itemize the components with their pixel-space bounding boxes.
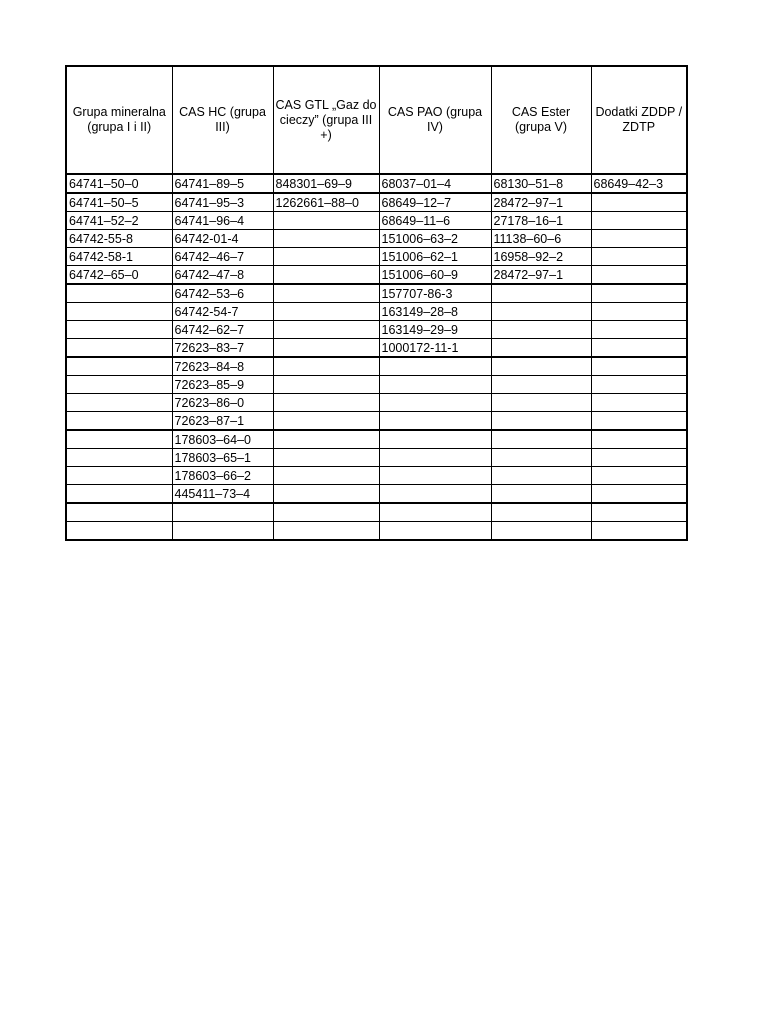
cell-cas-gtl: [273, 467, 379, 485]
cell-cas-gtl: [273, 284, 379, 303]
cell-mineral-group: [66, 339, 172, 358]
cell-cas-hc: 64742–46–7: [172, 248, 273, 266]
cas-number-table: [65, 65, 688, 541]
table-row: [66, 339, 687, 358]
cell-cas-pao: [379, 485, 491, 504]
cell-mineral-group: 64742–65–0: [66, 266, 172, 285]
cell-additives: [591, 376, 687, 394]
cell-cas-pao: [379, 503, 491, 522]
cell-mineral-group: [66, 449, 172, 467]
cell-cas-ester: [491, 394, 591, 412]
cell-cas-hc: 64741–89–5: [172, 174, 273, 193]
cell-mineral-group: 64741–52–2: [66, 212, 172, 230]
table-row: [66, 266, 687, 285]
cell-cas-hc: [172, 503, 273, 522]
cell-additives: [591, 284, 687, 303]
table-row: [66, 449, 687, 467]
cell-mineral-group: [66, 503, 172, 522]
cell-cas-gtl: 1262661–88–0: [273, 193, 379, 212]
cell-cas-pao: 157707-86-3: [379, 284, 491, 303]
cell-cas-hc: 64742-01-4: [172, 230, 273, 248]
header-cas-gtl: CAS GTL „Gaz do cieczy” (grupa III +): [273, 66, 379, 174]
cell-cas-gtl: [273, 321, 379, 339]
cell-cas-hc: 64742–47–8: [172, 266, 273, 285]
cell-cas-hc: 64742-54-7: [172, 303, 273, 321]
cell-cas-hc: 72623–86–0: [172, 394, 273, 412]
table-header-row: [66, 66, 687, 174]
header-additives: Dodatki ZDDP / ZDTP: [591, 66, 687, 174]
table-row: [66, 485, 687, 504]
cell-cas-gtl: [273, 412, 379, 431]
cell-cas-ester: [491, 339, 591, 358]
cell-cas-pao: [379, 430, 491, 449]
table-row: [66, 503, 687, 522]
cell-mineral-group: 64741–50–5: [66, 193, 172, 212]
cell-cas-ester: [491, 485, 591, 504]
cell-additives: [591, 321, 687, 339]
cell-mineral-group: [66, 376, 172, 394]
cell-additives: [591, 522, 687, 541]
cell-cas-hc: 72623–85–9: [172, 376, 273, 394]
cell-cas-gtl: [273, 212, 379, 230]
cell-additives: [591, 357, 687, 376]
cell-additives: [591, 212, 687, 230]
cell-mineral-group: [66, 284, 172, 303]
header-cas-hc: CAS HC (grupa III): [172, 66, 273, 174]
table-row: [66, 522, 687, 541]
cell-additives: [591, 248, 687, 266]
cell-cas-gtl: [273, 376, 379, 394]
cell-cas-gtl: 848301–69–9: [273, 174, 379, 193]
cell-mineral-group: [66, 357, 172, 376]
cell-cas-gtl: [273, 357, 379, 376]
cell-cas-gtl: [273, 266, 379, 285]
table-row: [66, 357, 687, 376]
cell-cas-ester: 28472–97–1: [491, 193, 591, 212]
table-row: [66, 212, 687, 230]
cell-cas-hc: 64741–95–3: [172, 193, 273, 212]
cell-cas-ester: 16958–92–2: [491, 248, 591, 266]
cell-additives: [591, 467, 687, 485]
cell-mineral-group: [66, 485, 172, 504]
cell-cas-pao: 68037–01–4: [379, 174, 491, 193]
cell-cas-hc: 178603–65–1: [172, 449, 273, 467]
table-row: [66, 412, 687, 431]
table-row: [66, 394, 687, 412]
cell-mineral-group: 64742-55-8: [66, 230, 172, 248]
table-row: [66, 248, 687, 266]
cell-additives: [591, 503, 687, 522]
cell-cas-ester: [491, 467, 591, 485]
cell-additives: 68649–42–3: [591, 174, 687, 193]
cell-cas-ester: 27178–16–1: [491, 212, 591, 230]
cell-cas-hc: [172, 522, 273, 541]
cell-cas-ester: [491, 412, 591, 431]
cell-cas-hc: 178603–64–0: [172, 430, 273, 449]
cell-cas-pao: [379, 394, 491, 412]
cell-cas-pao: [379, 357, 491, 376]
table-row: [66, 467, 687, 485]
cell-cas-hc: 72623–87–1: [172, 412, 273, 431]
cell-cas-gtl: [273, 230, 379, 248]
cell-cas-ester: [491, 430, 591, 449]
cell-cas-ester: 68130–51–8: [491, 174, 591, 193]
cell-cas-ester: [491, 357, 591, 376]
table-row: [66, 284, 687, 303]
cell-additives: [591, 485, 687, 504]
cell-additives: [591, 449, 687, 467]
cell-mineral-group: [66, 394, 172, 412]
cell-cas-hc: 72623–84–8: [172, 357, 273, 376]
cell-cas-ester: 11138–60–6: [491, 230, 591, 248]
cell-cas-ester: [491, 321, 591, 339]
cell-cas-ester: [491, 522, 591, 541]
table-row: [66, 303, 687, 321]
cell-additives: [591, 412, 687, 431]
cell-mineral-group: [66, 303, 172, 321]
cell-cas-hc: 64742–53–6: [172, 284, 273, 303]
table-row: [66, 376, 687, 394]
table-row: [66, 430, 687, 449]
cell-mineral-group: 64741–50–0: [66, 174, 172, 193]
header-mineral-group: Grupa mineralna (grupa I i II): [66, 66, 172, 174]
cell-cas-gtl: [273, 303, 379, 321]
cell-cas-hc: 64741–96–4: [172, 212, 273, 230]
cell-cas-pao: 151006–63–2: [379, 230, 491, 248]
cell-cas-pao: 68649–12–7: [379, 193, 491, 212]
cell-cas-pao: 163149–28–8: [379, 303, 491, 321]
cell-cas-pao: [379, 449, 491, 467]
cell-additives: [591, 193, 687, 212]
cell-cas-hc: 64742–62–7: [172, 321, 273, 339]
cell-additives: [591, 266, 687, 285]
cell-cas-hc: 178603–66–2: [172, 467, 273, 485]
table-row: [66, 193, 687, 212]
cell-cas-pao: [379, 522, 491, 541]
cell-cas-gtl: [273, 430, 379, 449]
cell-mineral-group: [66, 412, 172, 431]
cell-cas-gtl: [273, 503, 379, 522]
cell-cas-pao: [379, 412, 491, 431]
cell-additives: [591, 394, 687, 412]
table-row: [66, 230, 687, 248]
cell-mineral-group: [66, 321, 172, 339]
cell-mineral-group: [66, 430, 172, 449]
cell-cas-gtl: [273, 522, 379, 541]
cell-cas-ester: [491, 303, 591, 321]
cell-cas-gtl: [273, 485, 379, 504]
cell-cas-gtl: [273, 394, 379, 412]
cell-cas-pao: [379, 467, 491, 485]
cell-additives: [591, 303, 687, 321]
header-cas-ester: CAS Ester (grupa V): [491, 66, 591, 174]
cell-mineral-group: 64742-58-1: [66, 248, 172, 266]
cell-cas-pao: 151006–60–9: [379, 266, 491, 285]
cell-cas-gtl: [273, 339, 379, 358]
cell-cas-gtl: [273, 248, 379, 266]
table-row: [66, 174, 687, 193]
cell-cas-ester: [491, 449, 591, 467]
cell-cas-pao: 68649–11–6: [379, 212, 491, 230]
cell-additives: [591, 230, 687, 248]
cell-cas-hc: 445411–73–4: [172, 485, 273, 504]
cell-cas-ester: [491, 284, 591, 303]
cell-cas-pao: 163149–29–9: [379, 321, 491, 339]
cell-additives: [591, 430, 687, 449]
cell-cas-hc: 72623–83–7: [172, 339, 273, 358]
cell-additives: [591, 339, 687, 358]
table-body: [66, 174, 687, 540]
cell-cas-pao: [379, 376, 491, 394]
cell-cas-ester: [491, 376, 591, 394]
cell-cas-pao: 1000172-11-1: [379, 339, 491, 358]
cell-cas-ester: 28472–97–1: [491, 266, 591, 285]
cell-cas-ester: [491, 503, 591, 522]
cell-cas-gtl: [273, 449, 379, 467]
table-row: [66, 321, 687, 339]
cell-mineral-group: [66, 522, 172, 541]
header-cas-pao: CAS PAO (grupa IV): [379, 66, 491, 174]
cell-mineral-group: [66, 467, 172, 485]
cell-cas-pao: 151006–62–1: [379, 248, 491, 266]
